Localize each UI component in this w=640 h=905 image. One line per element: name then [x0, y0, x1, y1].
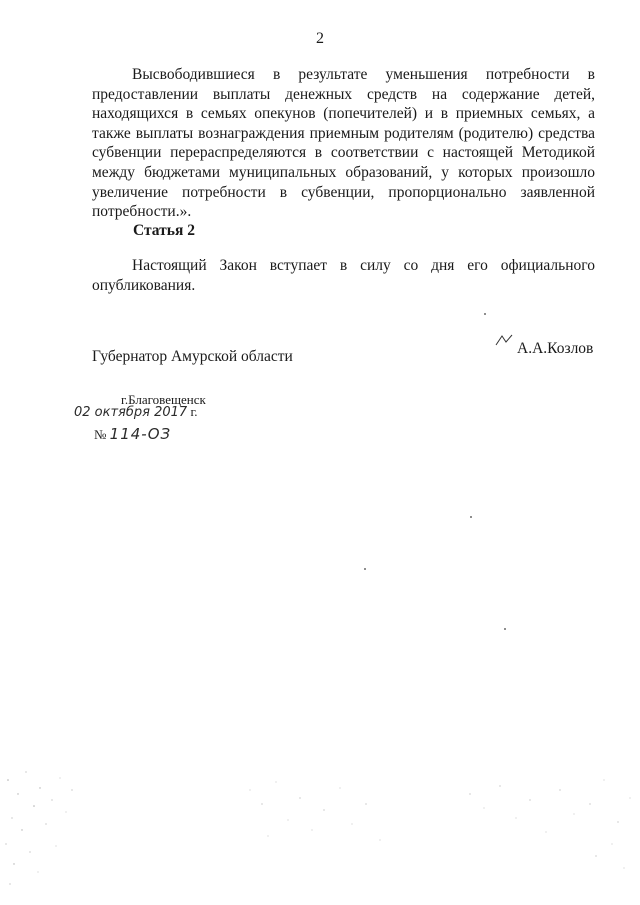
governor-name: А.А.Козлов — [517, 340, 594, 357]
law-number-line — [94, 425, 171, 443]
year-suffix: г. — [190, 404, 198, 419]
number-prefix: № — [94, 427, 107, 442]
scan-speck — [364, 568, 366, 570]
paragraph-entry-into-force: Настоящий Закон вступает в силу со дня его официального опубликования. — [92, 257, 595, 294]
handwritten-date: 02 октября 2017 — [74, 405, 188, 420]
scan-noise — [0, 760, 640, 905]
article-heading: Статья 2 — [133, 222, 195, 239]
page-number: 2 — [316, 30, 324, 47]
city-label: г.Благовещенск — [121, 392, 206, 407]
signature-mark — [494, 333, 514, 347]
paragraph-redistribution: Высвободившиеся в результате уменьшения потребности в предоставлении выплаты денежных средств на содержание детей, находящихся в семьях опекунов (попечителей) и в приемных семьях, а также выплаты вознаграждения приемным родителям (родителю) средства субвенции перераспределяются в соответствии с настоящей Методикой между бюджетами муниципальных образований, у которых произошло увеличение потребности в субвенции, пропорционально заявленной потребности.». — [92, 66, 595, 221]
handwritten-law-number: 114-ОЗ — [109, 425, 172, 443]
scan-speck — [470, 516, 472, 518]
scan-speck — [504, 628, 506, 630]
governor-title: Губернатор Амурской области — [92, 348, 293, 365]
date-line — [74, 404, 198, 420]
scan-speck — [484, 313, 486, 315]
